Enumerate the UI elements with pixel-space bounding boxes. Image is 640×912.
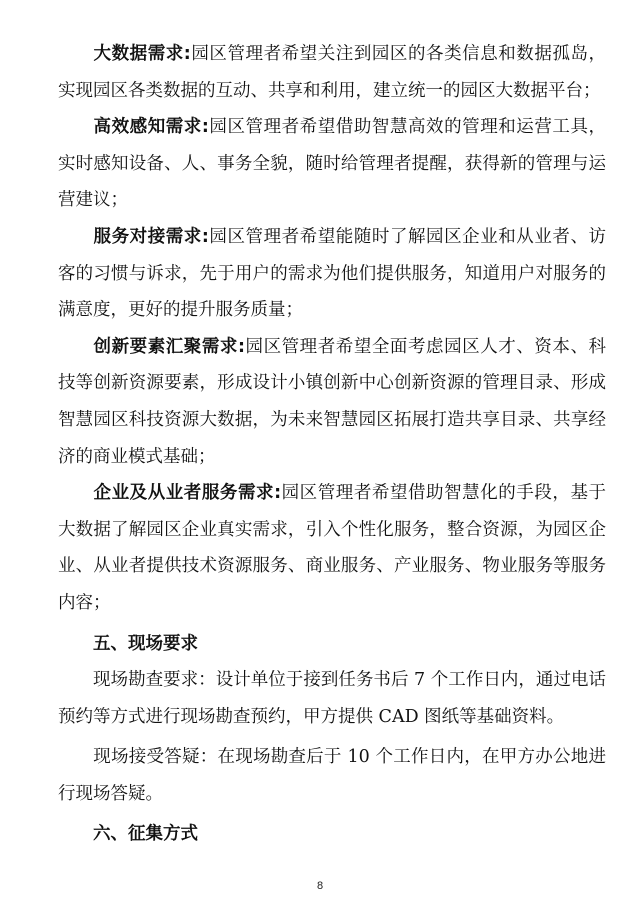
paragraph-big-data <box>58 36 606 109</box>
paragraph-text: 园区管理者希望全面考虑园区人才、资本、科技等创新资源要素，形成设计小镇创新中心创新资源的管理目录、形成智慧园区科技资源大数据，为未来智慧园区拓展打造共享目录、共享经济的商业模式基础； <box>58 336 607 467</box>
paragraph-text: 园区管理者希望借助智慧化的手段，基于大数据了解园区企业真实需求，引入个性化服务，整合资源，为园区企业、从业者提供技术资源服务、商业服务、产业服务、物业服务等服务内容； <box>58 483 607 613</box>
paragraph-site-qa <box>58 739 606 812</box>
term-big-data: 大数据需求: <box>93 44 191 64</box>
paragraph-site-survey <box>58 662 606 735</box>
paragraph-enterprise <box>58 475 606 621</box>
term-perception: 高效感知需求: <box>93 117 209 138</box>
term-service: 服务对接需求: <box>93 226 209 247</box>
term-enterprise: 企业及从业者服务需求: <box>93 483 282 504</box>
document-body <box>58 36 606 853</box>
paragraph-perception <box>58 109 606 219</box>
section-heading-collection-method: 六、征集方式 <box>93 824 198 845</box>
paragraph-text: 园区管理者希望借助智慧高效的管理和运营工具，实时感知设备、人、事务全貌，随时给管理者提醒，获得新的管理与运营建议； <box>58 117 607 211</box>
paragraph-innovation <box>58 329 606 475</box>
paragraph-text: 现场勘查要求：设计单位于接到任务书后 7 个工作日内，通过电话预约等方式进行现场勘查预约，甲方提供 CAD 图纸等基础资料。 <box>58 670 606 727</box>
term-innovation: 创新要素汇聚需求: <box>93 336 245 357</box>
paragraph-text: 园区管理者希望能随时了解园区企业和从业者、访客的习惯与诉求，先于用户的需求为他们提供服务，知道用户对服务的满意度，更好的提升服务质量； <box>58 226 607 321</box>
paragraph-text: 现场接受答疑：在现场勘查后于 10 个工作日内，在甲方办公地进行现场答疑。 <box>58 747 606 804</box>
section-heading-site-requirements: 五、现场要求 <box>93 633 198 654</box>
paragraph-text: 园区管理者希望关注到园区的各类信息和数据孤岛，实现园区各类数据的互动、共享和利用，建立统一的园区大数据平台； <box>58 44 607 101</box>
paragraph-service <box>58 219 606 329</box>
page-number: 8 <box>316 880 324 892</box>
